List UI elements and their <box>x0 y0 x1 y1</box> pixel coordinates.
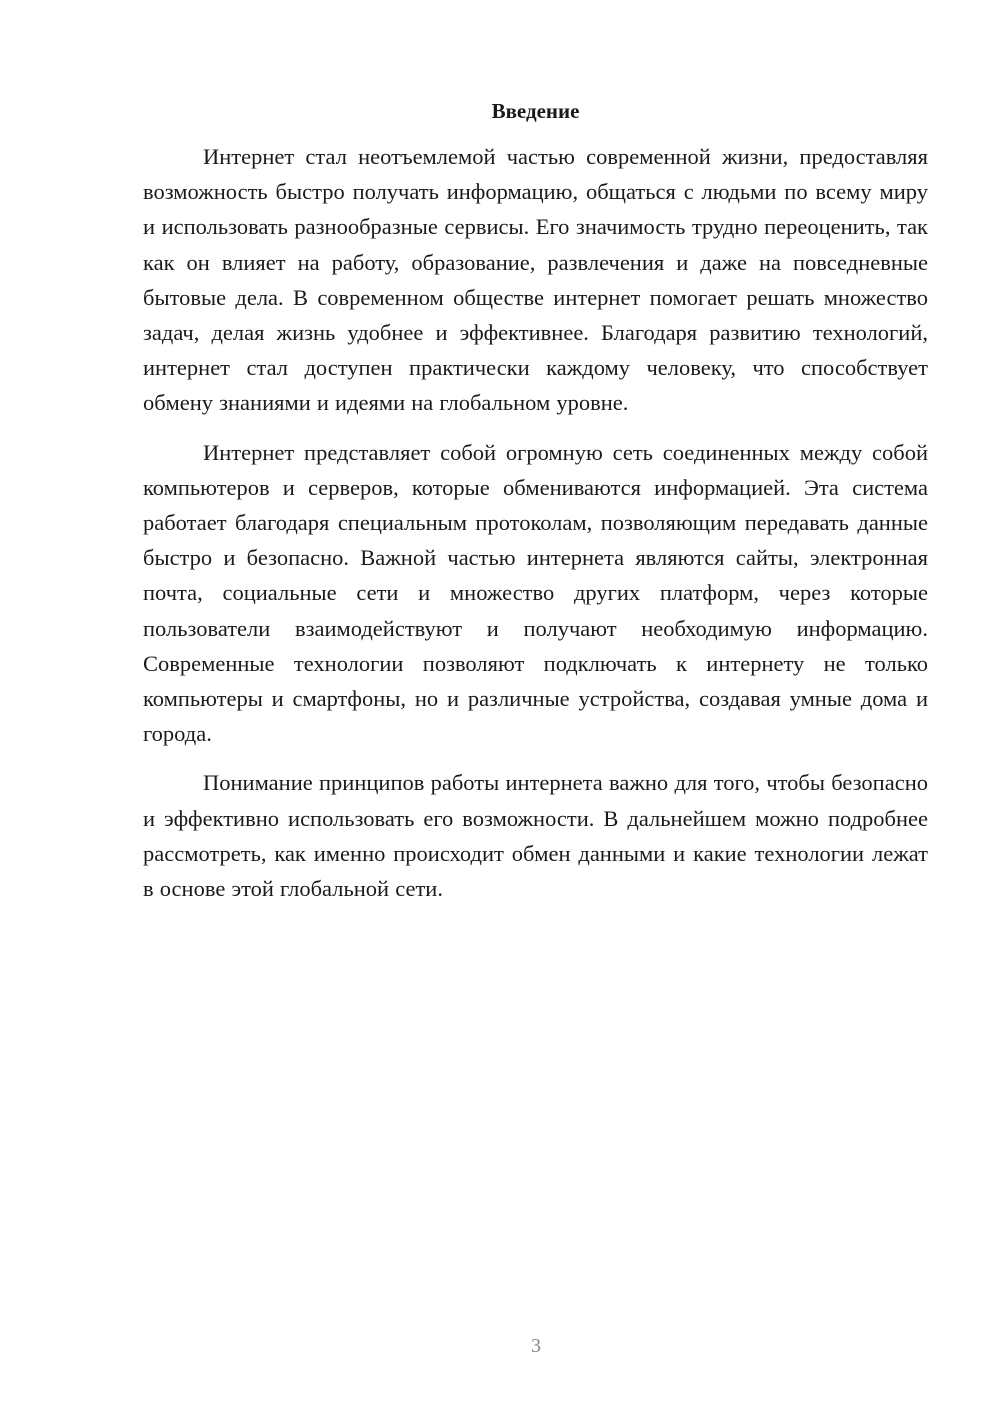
section-title: Введение <box>491 99 580 123</box>
paragraph-2: Интернет представляет собой огромную сеть соединенных между собой компьютеров и серверов, которые обмениваются информацией. Эта система работает благодаря специальным протоколам, позволяющим передавать данные быстро и безопасно. Важной частью интернета являются сайты, электронная почта, социальные сети и множество других платформ, через которые пользователи взаимодействуют и получают необходимую информацию. Современные технологии позволяют подключать к интернету не только компьютеры и смартфоны, но и различные устройства, создавая умные дома и города. <box>143 439 928 747</box>
page-number: 3 <box>531 1335 541 1357</box>
paragraph-3: Понимание принципов работы интернета важно для того, чтобы безопасно и эффективно использовать его возможности. В дальнейшем можно подробнее рассмотреть, как именно происходит обмен данными и какие технологии лежат в основе этой глобальной сети. <box>143 770 928 902</box>
document-body <box>143 96 928 920</box>
paragraph-1: Интернет стал неотъемлемой частью современной жизни, предоставляя возможность быстро получать информацию, общаться с людьми по всему миру и использовать разнообразные сервисы. Его значимость трудно переоценить, так как он влияет на работу, образование, развлечения и даже на повседневные бытовые дела. В современном обществе интернет помогает решать множество задач, делая жизнь удобнее и эффективнее. Благодаря развитию технологий, интернет стал доступен практически каждому человеку, что способствует обмену знаниями и идеями на глобальном уровне. <box>143 144 928 416</box>
